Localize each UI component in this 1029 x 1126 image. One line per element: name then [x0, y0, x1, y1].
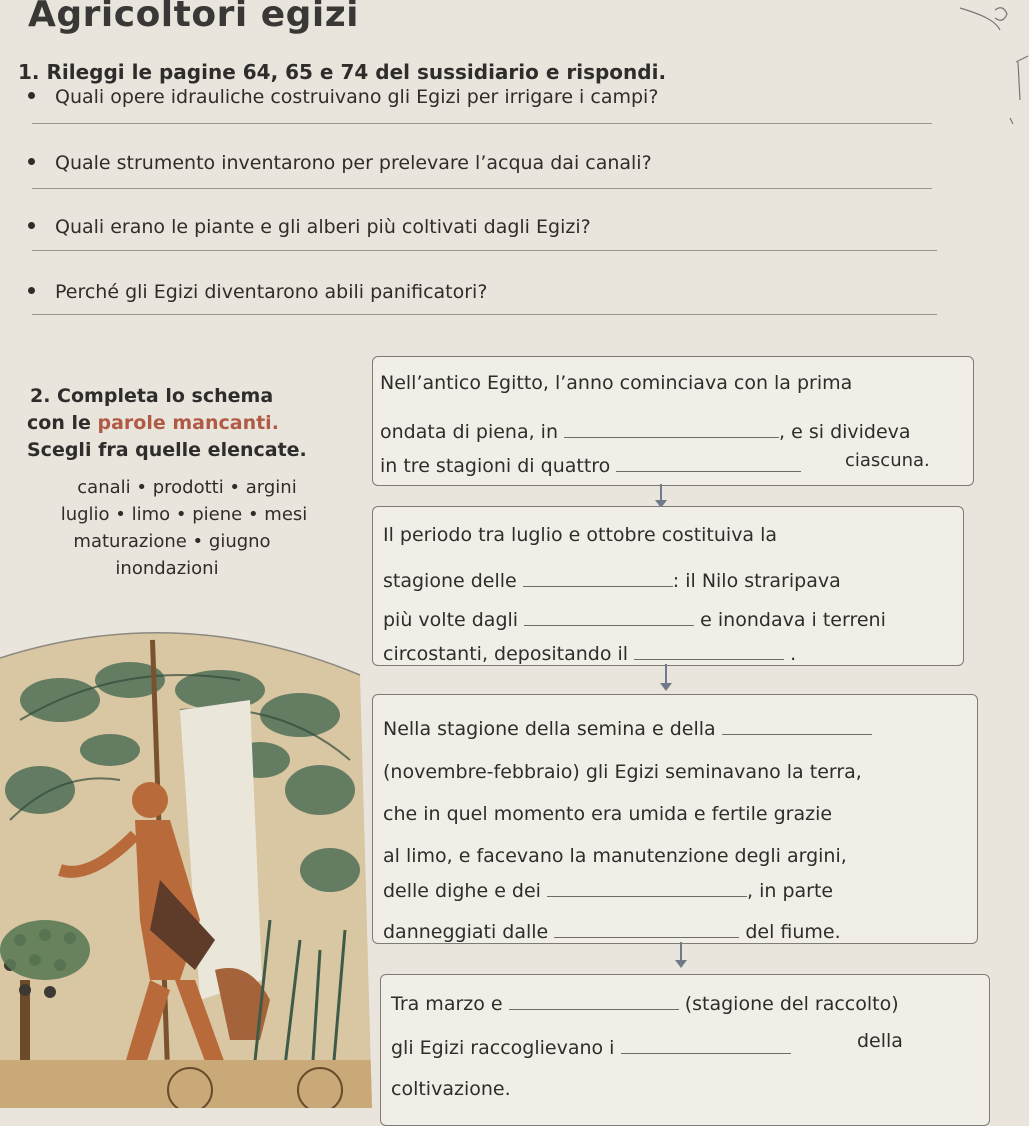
- box-2-line-4-start: circostanti, depositando il: [383, 643, 629, 665]
- box-3-line-4: al limo, e facevano la manutenzione degli argini,: [383, 845, 847, 867]
- arrow-down-icon: [675, 960, 687, 968]
- box-4-line-1-end: (stagione del raccolto): [684, 993, 899, 1015]
- box-4-line-2-end: della: [857, 1030, 903, 1052]
- box-1-line-3-end: ciascuna.: [845, 450, 930, 471]
- question-4: [28, 281, 487, 303]
- word-bank-row: inondazioni: [115, 558, 219, 579]
- arrow-down-icon: [660, 683, 672, 691]
- box-2-line-2-start: stagione delle: [383, 570, 517, 592]
- box-3-line-5-end: , in parte: [747, 880, 834, 902]
- box-3-line-5-start: delle dighe e dei: [383, 880, 541, 902]
- exercise-1-instruction: 1. Rileggi le pagine 64, 65 e 74 del sussidiario e rispondi.: [18, 60, 667, 84]
- box-3-line-1: [383, 718, 872, 740]
- blank-input[interactable]: [523, 586, 673, 587]
- word-bank-row: maturazione • giugno: [73, 531, 271, 552]
- box-1-line-2-end: , e si divideva: [779, 421, 911, 443]
- blank-input[interactable]: [621, 1053, 791, 1054]
- box-1-line-2: [380, 421, 911, 443]
- box-1-line-3-start: in tre stagioni di quattro: [380, 455, 611, 477]
- page-title: Agricoltori egizi: [28, 0, 360, 35]
- box-3-line-6: [383, 921, 841, 943]
- box-4-line-2-start: gli Egizi raccoglievano i: [391, 1037, 615, 1059]
- exercise-2-line-2: con le: [27, 412, 98, 434]
- box-3-line-2: (novembre-febbraio) gli Egizi seminavano la terra,: [383, 761, 862, 783]
- box-4-line-3: coltivazione.: [391, 1078, 511, 1100]
- blank-input[interactable]: [547, 896, 747, 897]
- box-1-line-3: [380, 455, 801, 477]
- box-2-line-3: [383, 609, 886, 631]
- margin-scribble: [940, 0, 1029, 140]
- exercise-2-line-1: 2. Completa lo schema: [30, 385, 274, 407]
- word-bank-row: luglio • limo • piene • mesi: [60, 504, 308, 525]
- answer-line-2[interactable]: [32, 188, 932, 189]
- box-2-line-3-end: e inondava i terreni: [700, 609, 886, 631]
- box-3-line-3: che in quel momento era umida e fertile grazie: [383, 803, 833, 825]
- blank-input[interactable]: [616, 471, 801, 472]
- bullet-icon: [28, 222, 35, 229]
- blank-input[interactable]: [634, 659, 784, 660]
- blank-input[interactable]: [554, 937, 739, 938]
- box-3-line-1-text: Nella stagione della semina e della: [383, 718, 716, 740]
- question-1-text: Quali opere idrauliche costruivano gli Egizi per irrigare i campi?: [55, 86, 659, 108]
- box-1-line-2-start: ondata di piena, in: [380, 421, 558, 443]
- box-2-line-4: [383, 643, 796, 665]
- box-2-line-2: [383, 570, 841, 592]
- box-3-line-5: [383, 880, 833, 902]
- question-3: [28, 216, 591, 238]
- word-bank-row: canali • prodotti • argini: [77, 477, 297, 498]
- question-2-text: Quale strumento inventarono per prelevare l’acqua dai canali?: [55, 152, 652, 174]
- box-3-line-6-start: danneggiati dalle: [383, 921, 549, 943]
- box-1-line-1: Nell’antico Egitto, l’anno cominciava con la prima: [380, 372, 853, 394]
- box-4-line-2: [391, 1037, 791, 1059]
- box-4-line-1-start: Tra marzo e: [391, 993, 503, 1015]
- box-2-line-4-end: .: [790, 643, 797, 665]
- answer-line-1[interactable]: [32, 123, 932, 124]
- exercise-2-instruction: [27, 383, 307, 464]
- flow-arrow: [665, 664, 667, 684]
- box-2-line-2-end: : il Nilo straripava: [672, 570, 841, 592]
- flow-arrow: [680, 942, 682, 962]
- blank-input[interactable]: [564, 437, 779, 438]
- box-2-line-1: Il periodo tra luglio e ottobre costituiva la: [383, 524, 778, 546]
- word-bank: [22, 474, 352, 582]
- box-4-line-1: [391, 993, 899, 1015]
- answer-line-4[interactable]: [32, 314, 937, 315]
- question-2: [28, 152, 652, 174]
- box-3-line-6-end: del fiume.: [745, 921, 841, 943]
- bullet-icon: [28, 287, 35, 294]
- question-1: [28, 86, 658, 108]
- question-4-text: Perché gli Egizi diventarono abili panificatori?: [55, 281, 488, 303]
- blank-input[interactable]: [524, 625, 694, 626]
- bullet-icon: [28, 92, 35, 99]
- exercise-2-line-3: Scegli fra quelle elencate.: [27, 439, 307, 461]
- blank-input[interactable]: [509, 1009, 679, 1010]
- bullet-icon: [28, 158, 35, 165]
- box-2-line-3-start: più volte dagli: [383, 609, 519, 631]
- blank-input[interactable]: [722, 734, 872, 735]
- exercise-2-accent: parole mancanti.: [97, 412, 279, 434]
- question-3-text: Quali erano le piante e gli alberi più coltivati dagli Egizi?: [55, 216, 591, 238]
- answer-line-3[interactable]: [32, 250, 937, 251]
- egyptian-painting-illustration: [0, 620, 380, 1108]
